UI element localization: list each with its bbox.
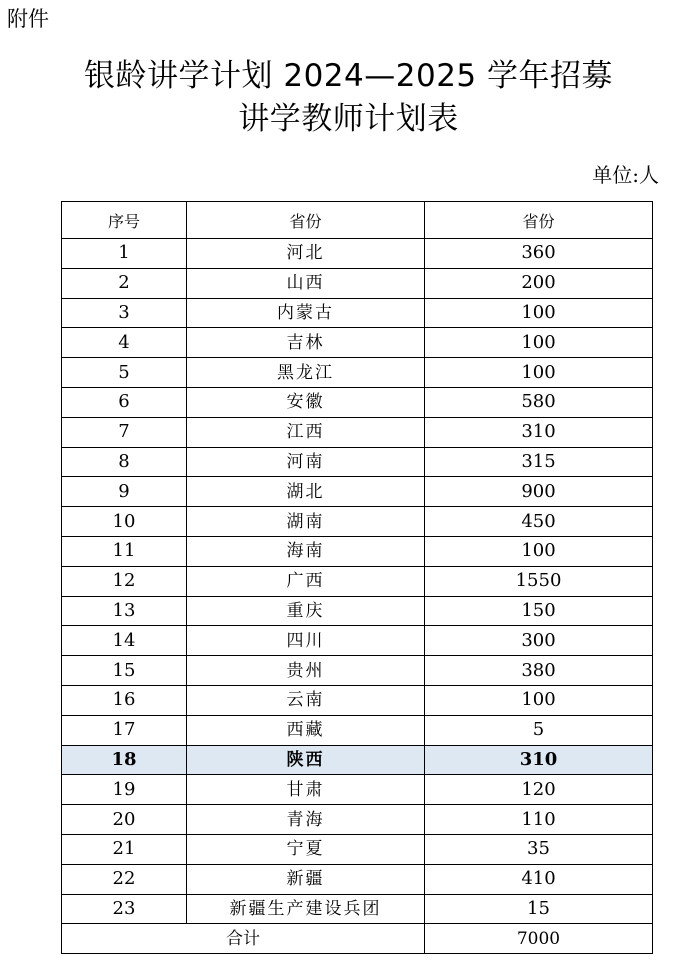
row-province-cell: 河南	[187, 447, 425, 477]
unit-label: 单位:人	[592, 163, 659, 187]
row-province-cell: 山西	[187, 268, 425, 298]
table-row	[62, 417, 653, 447]
table-row	[62, 536, 653, 566]
row-province-cell: 吉林	[187, 328, 425, 358]
table-row	[62, 834, 653, 864]
row-serial-cell: 12	[62, 566, 187, 596]
row-serial-cell: 1	[62, 239, 187, 269]
row-count-cell: 315	[425, 447, 653, 477]
table-row	[62, 328, 653, 358]
row-province-cell: 新疆	[187, 864, 425, 894]
row-count-cell: 100	[425, 298, 653, 328]
row-count-cell: 300	[425, 626, 653, 656]
row-province-cell: 青海	[187, 805, 425, 835]
row-count-cell: 100	[425, 536, 653, 566]
row-province-cell: 甘肃	[187, 775, 425, 805]
row-province-cell: 内蒙古	[187, 298, 425, 328]
row-province-cell: 湖南	[187, 507, 425, 537]
table-header-row	[62, 202, 653, 239]
row-serial-cell: 23	[62, 894, 187, 924]
teacher-plan-table	[61, 201, 653, 954]
table-row	[62, 656, 653, 686]
row-province-cell: 西藏	[187, 715, 425, 745]
row-count-cell: 100	[425, 685, 653, 715]
row-count-cell: 150	[425, 596, 653, 626]
table-row	[62, 894, 653, 924]
row-serial-cell: 14	[62, 626, 187, 656]
row-count-cell: 580	[425, 387, 653, 417]
row-province-cell: 四川	[187, 626, 425, 656]
table-row	[62, 626, 653, 656]
page-title-line-1: 银龄讲学计划 2024—2025 学年招募	[84, 58, 613, 94]
row-serial-cell: 20	[62, 805, 187, 835]
header-province: 省份	[187, 202, 425, 239]
row-serial-cell: 17	[62, 715, 187, 745]
total-value: 7000	[425, 924, 653, 954]
row-province-cell: 广西	[187, 566, 425, 596]
row-province-cell: 陕西	[187, 745, 425, 775]
table-row	[62, 864, 653, 894]
table-row	[62, 715, 653, 745]
row-count-cell: 100	[425, 328, 653, 358]
row-province-cell: 河北	[187, 239, 425, 269]
row-count-cell: 380	[425, 656, 653, 686]
table-row	[62, 239, 653, 269]
row-serial-cell: 13	[62, 596, 187, 626]
row-province-cell: 新疆生产建设兵团	[187, 894, 425, 924]
table-row	[62, 268, 653, 298]
annex-label: 附件	[7, 7, 49, 31]
table-row	[62, 775, 653, 805]
row-province-cell: 贵州	[187, 656, 425, 686]
row-province-cell: 湖北	[187, 477, 425, 507]
row-serial-cell: 4	[62, 328, 187, 358]
table-row	[62, 566, 653, 596]
row-serial-cell: 7	[62, 417, 187, 447]
row-serial-cell: 8	[62, 447, 187, 477]
table-row	[62, 507, 653, 537]
row-count-cell: 35	[425, 834, 653, 864]
row-province-cell: 海南	[187, 536, 425, 566]
table-row	[62, 298, 653, 328]
table-row	[62, 596, 653, 626]
row-count-cell: 410	[425, 864, 653, 894]
row-count-cell: 110	[425, 805, 653, 835]
row-count-cell: 120	[425, 775, 653, 805]
row-count-cell: 310	[425, 745, 653, 775]
table-row	[62, 358, 653, 388]
table-row	[62, 387, 653, 417]
table-row	[62, 685, 653, 715]
row-serial-cell: 2	[62, 268, 187, 298]
row-serial-cell: 6	[62, 387, 187, 417]
table-row	[62, 745, 653, 775]
row-province-cell: 宁夏	[187, 834, 425, 864]
row-count-cell: 100	[425, 358, 653, 388]
row-count-cell: 360	[425, 239, 653, 269]
row-count-cell: 1550	[425, 566, 653, 596]
row-count-cell: 450	[425, 507, 653, 537]
row-province-cell: 重庆	[187, 596, 425, 626]
row-count-cell: 15	[425, 894, 653, 924]
row-count-cell: 900	[425, 477, 653, 507]
row-serial-cell: 3	[62, 298, 187, 328]
row-serial-cell: 15	[62, 656, 187, 686]
row-province-cell: 云南	[187, 685, 425, 715]
row-serial-cell: 10	[62, 507, 187, 537]
row-count-cell: 200	[425, 268, 653, 298]
page-title-line-2: 讲学教师计划表	[238, 101, 459, 137]
header-count: 省份	[425, 202, 653, 239]
header-serial: 序号	[62, 202, 187, 239]
row-count-cell: 5	[425, 715, 653, 745]
row-province-cell: 江西	[187, 417, 425, 447]
table-row	[62, 447, 653, 477]
row-serial-cell: 21	[62, 834, 187, 864]
row-count-cell: 310	[425, 417, 653, 447]
table-total-row	[62, 924, 653, 954]
row-serial-cell: 22	[62, 864, 187, 894]
row-province-cell: 黑龙江	[187, 358, 425, 388]
row-serial-cell: 5	[62, 358, 187, 388]
total-label: 合计	[62, 924, 425, 954]
table-row	[62, 805, 653, 835]
row-serial-cell: 11	[62, 536, 187, 566]
row-serial-cell: 9	[62, 477, 187, 507]
row-serial-cell: 16	[62, 685, 187, 715]
row-province-cell: 安徽	[187, 387, 425, 417]
row-serial-cell: 19	[62, 775, 187, 805]
table-row	[62, 477, 653, 507]
table-body	[62, 239, 653, 954]
row-serial-cell: 18	[62, 745, 187, 775]
